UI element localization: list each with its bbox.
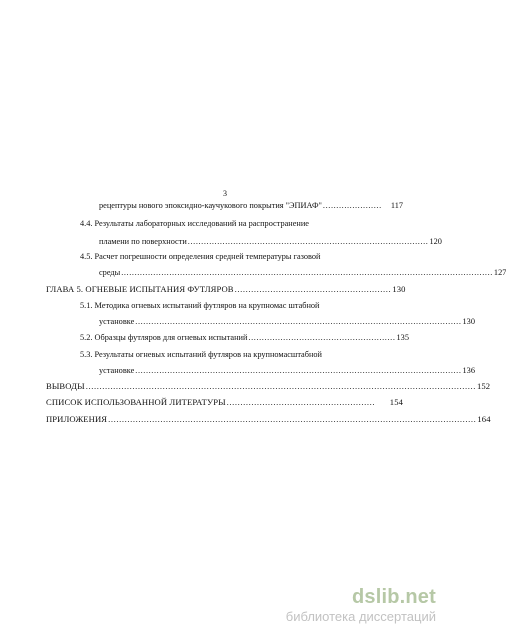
toc-entry bbox=[80, 301, 403, 311]
toc-entry bbox=[99, 366, 475, 376]
toc-leader: ...................................................................................................................................... bbox=[108, 414, 477, 424]
toc-leader: .......................................................................................... bbox=[187, 237, 429, 246]
toc-entry bbox=[80, 350, 403, 360]
toc-leader: .............................................................................................................................................. bbox=[85, 381, 476, 391]
toc-entry-text: пламени по поверхности bbox=[99, 237, 187, 246]
toc-page-number: 152 bbox=[476, 381, 491, 391]
toc-page-number: 130 bbox=[392, 284, 406, 294]
toc-chapter-entry bbox=[46, 284, 406, 294]
toc-leader: ...................................................... bbox=[226, 397, 376, 407]
toc-leader: ...................... bbox=[322, 201, 382, 210]
toc-entry-text: рецептуры нового эпоксидно-каучукового покрытия "ЭПИАФ" bbox=[99, 201, 322, 210]
toc-entry bbox=[99, 317, 475, 327]
toc-page-number: 164 bbox=[477, 414, 491, 424]
toc-entry-text: 5.2. Образцы футляров для огневых испытаний bbox=[80, 333, 248, 342]
toc-page-number: 136 bbox=[462, 366, 475, 375]
toc-entry-text: установке bbox=[99, 317, 135, 326]
toc-leader: .......................................................................................................................... bbox=[135, 366, 462, 375]
toc-entry-text: среды bbox=[99, 268, 121, 277]
toc-leader: .......................................................................................................................... bbox=[135, 317, 462, 326]
page-number: 3 bbox=[223, 189, 227, 198]
toc-chapter-entry bbox=[46, 397, 403, 407]
toc-entry-text: ГЛАВА 5. ОГНЕВЫЕ ИСПЫТАНИЯ ФУТЛЯРОВ bbox=[46, 284, 234, 294]
toc-entry bbox=[80, 252, 403, 262]
toc-entry bbox=[80, 333, 409, 343]
toc-entry-text: 5.3. Результаты огневых испытаний футляров на крупномасштабной bbox=[80, 350, 322, 359]
toc-page-number: 117 bbox=[390, 201, 403, 210]
watermark-logo: dslib.net bbox=[351, 586, 436, 608]
watermark-subtitle: библиотека диссертаций bbox=[285, 609, 436, 624]
site-watermark bbox=[286, 587, 436, 624]
toc-page-number: 135 bbox=[396, 333, 409, 342]
toc-entry bbox=[99, 268, 506, 278]
toc-entry-text: установке bbox=[99, 366, 135, 375]
toc-leader: ......................................................... bbox=[234, 284, 392, 294]
toc-entry-text: ПРИЛОЖЕНИЯ bbox=[46, 414, 108, 424]
toc-entry bbox=[80, 219, 403, 229]
toc-page-number: 130 bbox=[462, 317, 475, 326]
toc-leader: ........................................................................................................................................... bbox=[121, 268, 493, 277]
toc-page-number: 120 bbox=[429, 237, 442, 246]
toc-entry-text: СПИСОК ИСПОЛЬЗОВАННОЙ ЛИТЕРАТУРЫ bbox=[46, 397, 226, 407]
toc-entry-text: 5.1. Методика огневых испытаний футляров на крупномас штабной bbox=[80, 301, 320, 310]
toc-entry-text: 4.5. Расчет погрешности определения средней температуры газовой bbox=[80, 252, 321, 261]
toc-entry bbox=[99, 237, 442, 247]
toc-leader: ....................................................... bbox=[248, 333, 396, 342]
toc-entry bbox=[99, 201, 403, 211]
toc-entry-text: 4.4. Результаты лабораторных исследований на распространение bbox=[80, 219, 309, 228]
toc-page-number: 127 bbox=[493, 268, 506, 277]
toc-page-number: 154 bbox=[389, 397, 403, 407]
toc-chapter-entry bbox=[46, 414, 491, 424]
toc-entry-text: ВЫВОДЫ bbox=[46, 381, 85, 391]
toc-chapter-entry bbox=[46, 381, 491, 391]
